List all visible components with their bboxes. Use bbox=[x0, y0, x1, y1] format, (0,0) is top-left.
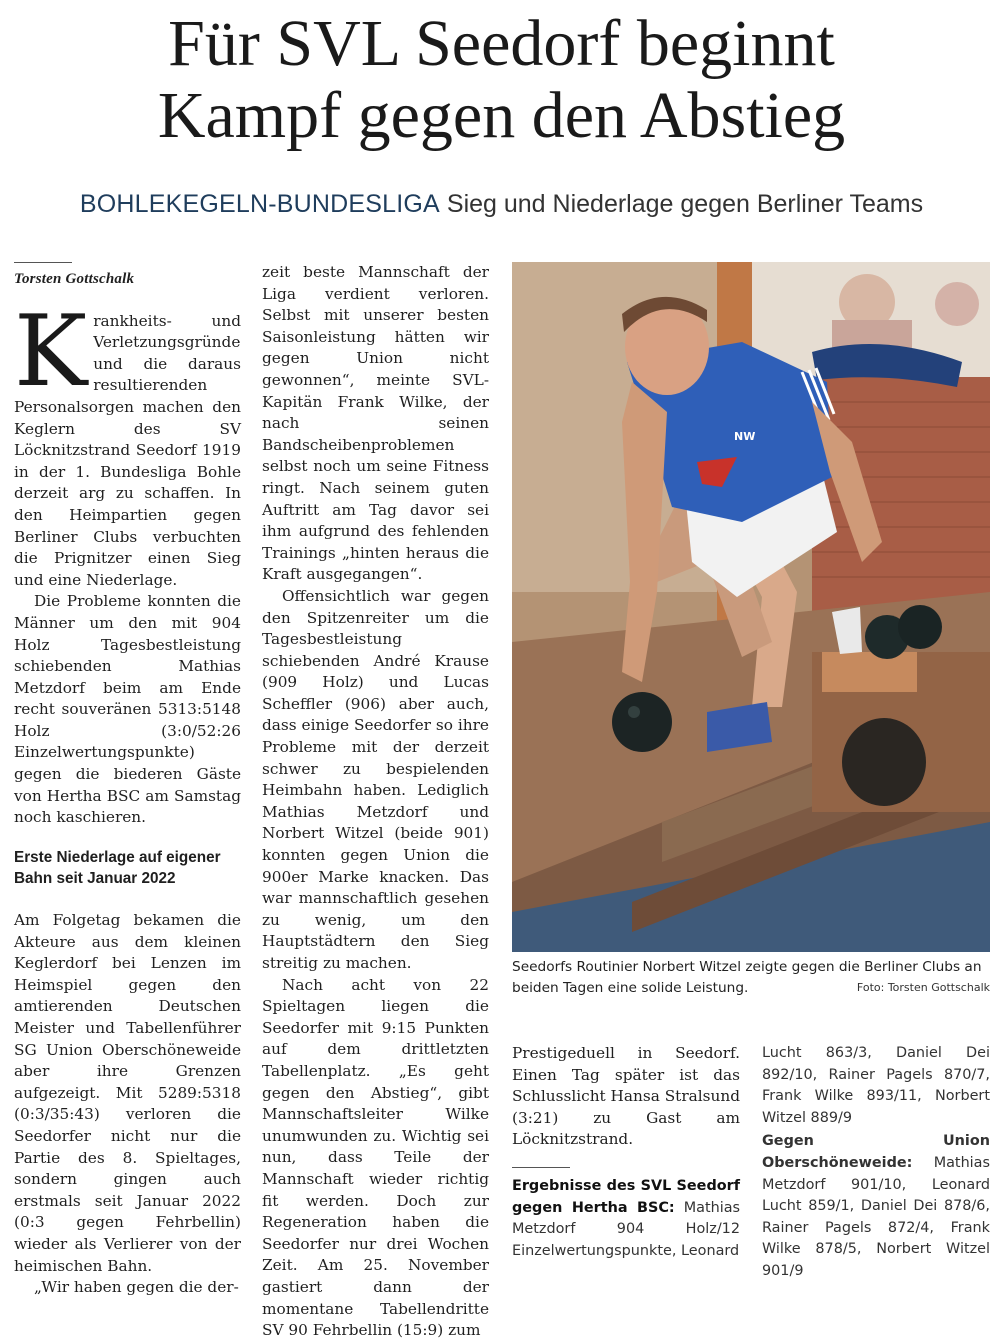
article-column-2 bbox=[262, 262, 489, 1342]
drop-cap: K bbox=[14, 294, 88, 409]
results-text: Lucht 863/3, Daniel Dei 892/10, Rainer Pagels 870/7, Frank Wilke 893/11, Norbert Witzel 889/9 bbox=[762, 1045, 990, 1126]
article-column-4 bbox=[762, 1043, 990, 1283]
results-hertha bbox=[512, 1176, 740, 1262]
paragraph: Prestigeduell in Seedorf. Einen Tag später ist das Schlusslicht Hansa Stralsund (3:21) zu Gast am Löcknitzstrand. bbox=[512, 1044, 740, 1149]
headline-line-1: Für SVL Seedorf beginnt bbox=[168, 7, 835, 80]
lead-paragraph bbox=[14, 294, 241, 592]
headline bbox=[0, 8, 1003, 152]
paragraph: Offensichtlich war gegen den Spitzenreiter um die Tagesbestleistung schiebenden André Krause (909 Holz) und Lucas Scheffler (906) aber auch, dass einige Seedorfer so ihre Probleme mit der derzeit schwer zu bespielenden Heimbahn haben. Lediglich Mathias Metzdorf und Norbert Witzel (beide 901) konnten gegen Union die 900er Marke knacken. Das war mannschaftlich gesehen zu wenig, um den Hauptstädtern den Sieg streitig zu machen. bbox=[262, 586, 489, 972]
bowler-photo-illustration bbox=[512, 262, 990, 952]
author-rule bbox=[14, 262, 72, 263]
kicker: BOHLEKEGELN-BUNDESLIGA bbox=[79, 190, 440, 218]
paragraph: Am Folgetag bekamen die Akteure aus dem kleinen Keglerdorf bei Lenzen im Heimspiel gegen den amtierenden Deutschen Meister und Tabellenführer SG Union Oberschöneweide aber ihre Grenzen aufgezeigt. Mit 5289:5318 (0:3/35:43) verloren die Seedorfer nicht nur die Partie des 8. Spieltages, sondern gingen auch erstmals seit Januar 2022 (0:3 gegen Fehrbellin) wieder als Verlierer von der heimischen Bahn. bbox=[14, 911, 241, 1275]
subheadline-text: Sieg und Niederlage gegen Berliner Teams bbox=[446, 190, 924, 218]
paragraph: Die Probleme konnten die Männer um den mit 904 Holz Tagesbestleistung schiebenden Mathias Metzdorf beim am Ende recht souveränen 5313:5148 Holz (3:0/52:26 Einzelwertungspunkte) gegen die biederen Gäste von Hertha BSC am Samstag noch kaschieren. bbox=[14, 592, 241, 827]
results-rule bbox=[512, 1167, 570, 1168]
section-subhead: Erste Niederlage auf eigener Bahn seit Januar 2022 bbox=[14, 848, 221, 888]
paragraph: „Wir haben gegen die der- bbox=[34, 1278, 239, 1297]
article-photo bbox=[512, 262, 990, 952]
article-column-3 bbox=[512, 1043, 740, 1262]
jersey-initials: NW bbox=[734, 430, 756, 443]
author-byline: Torsten Gottschalk bbox=[14, 271, 135, 287]
results-heading: Gegen Union Oberschöneweide: bbox=[762, 1133, 990, 1171]
lead-text: rankheits- und Verletzungsgründe und die daraus resultierenden Personalsorgen machen den Keglern des SV Löcknitzstrand Seedorf 1919 in der 1. Bundesliga Bohle derzeit arg zu schaffen. In den Heimpartien gegen Berliner Clubs verbuchten die Prignitzer einen Sieg und eine Niederlage. bbox=[14, 311, 241, 589]
subheadline bbox=[0, 190, 1003, 219]
caption-text: Seedorfs Routinier Norbert Witzel zeigte gegen die Berliner Clubs an beiden Tagen eine solide Leistung. bbox=[512, 959, 982, 996]
results-heading: Ergebnisse des SVL Seedorf gegen Hertha BSC: bbox=[512, 1177, 740, 1216]
article-column-1 bbox=[14, 262, 241, 1299]
headline-line-2: Kampf gegen den Abstieg bbox=[157, 79, 846, 152]
results-union bbox=[762, 1131, 990, 1282]
photo-caption bbox=[512, 957, 990, 999]
paragraph: Nach acht von 22 Spieltagen liegen die Seedorfer mit 9:15 Punkten auf dem drittletzten Tabellenplatz. „Es geht gegen den Abstieg“, gibt Mannschaftsleiter Wilke unumwunden zu. Wichtig sei nun, dass Teile der Mannschaft wieder richtig fit werden. Doch zur Regeneration haben die Seedorfer nur drei Wochen Zeit. Am 25. November gastiert dann der momentane Tabellendritte SV 90 Fehrbellin (15:9) zum bbox=[262, 975, 489, 1340]
results-text: Mathias Metzdorf 901/10, Leonard Lucht 859/1, Daniel Dei 878/6, Rainer Pagels 872/4, Frank Wilke 878/5, Norbert Witzel 901/9 bbox=[762, 1154, 990, 1279]
results-text: Mathias Metzdorf 904 Holz/12 Einzelwertungspunkte, Leonard bbox=[512, 1199, 741, 1259]
photo-credit: Foto: Torsten Gottschalk bbox=[856, 981, 990, 994]
paragraph: zeit beste Mannschaft der Liga verdient verloren. Selbst mit unserer besten Saisonleistung hätten wir gegen Union nicht gewonnen“, meinte SVL-Kapitän Frank Wilke, der nach seinen Bandscheibenproblemen selbst noch um seine Fitness ringt. Nach seinem guten Auftritt am Tag davor sei ihm aufgrund des fehlenden Trainings „hinten heraus die Kraft ausgegangen“. bbox=[262, 263, 489, 584]
